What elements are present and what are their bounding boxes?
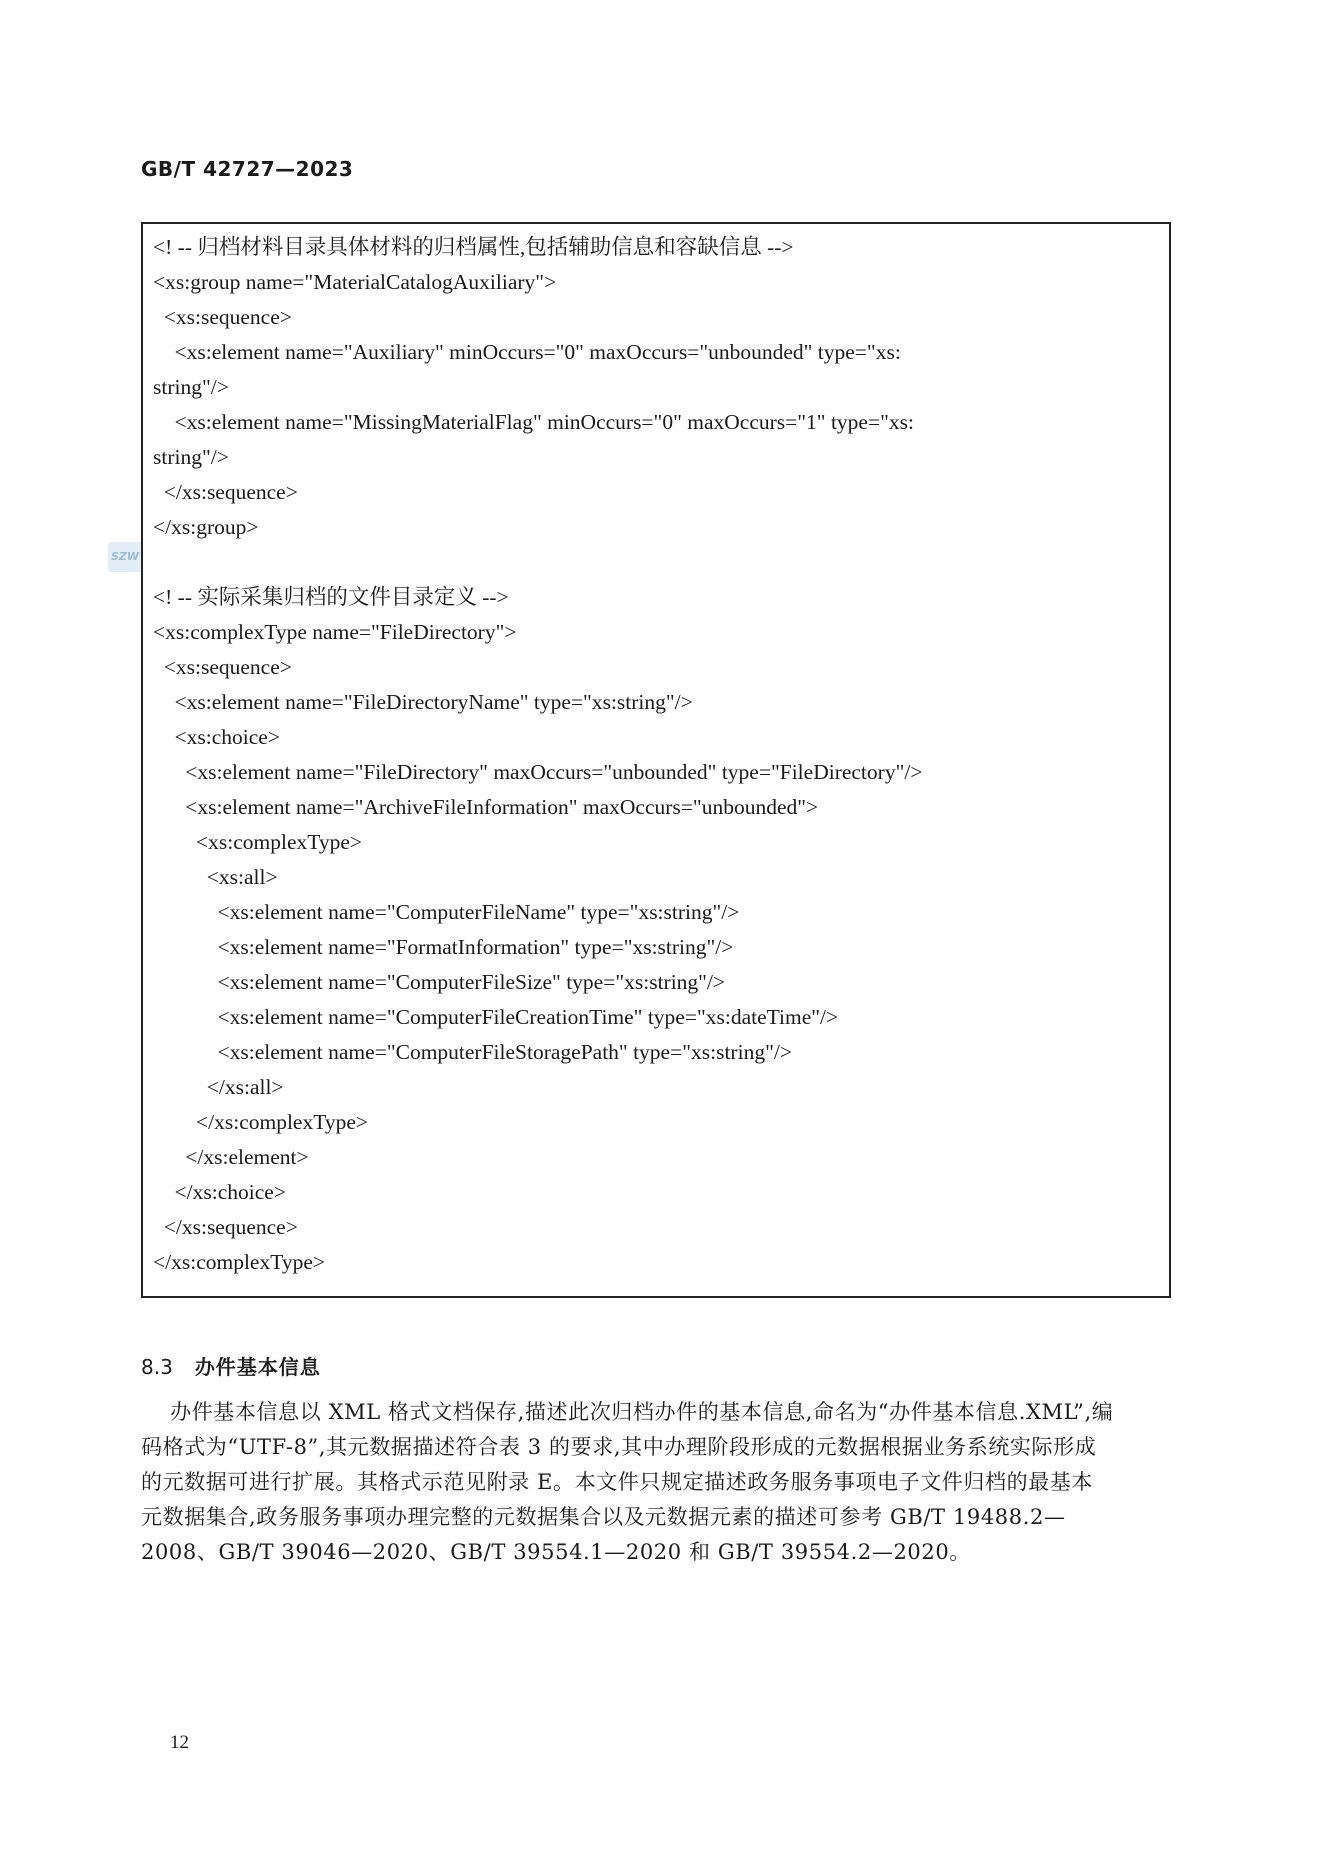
code-line: <xs:element name="Auxiliary" minOccurs="0" maxOccurs="unbounded" type="xs: (153, 340, 901, 364)
section-number: 8.3 (141, 1355, 173, 1379)
code-line: string"/> (153, 445, 229, 469)
xml-code-block (141, 222, 1171, 1298)
paragraph-line: 的元数据可进行扩展。其格式示范见附录 E。本文件只规定描述政务服务事项电子文件归档的最基本 (141, 1470, 1094, 1494)
code-line: <xs:element name="ComputerFileSize" type="xs:string"/> (153, 970, 726, 994)
paragraph-line: 元数据集合,政务服务事项办理完整的元数据集合以及元数据元素的描述可参考 GB/T 19488.2— (141, 1505, 1066, 1529)
paragraph-line: 2008、GB/T 39046—2020、GB/T 39554.1—2020 和 GB/T 39554.2—2020。 (141, 1540, 971, 1564)
section-title: 办件基本信息 (194, 1355, 321, 1379)
code-line: string"/> (153, 375, 229, 399)
code-line: </xs:sequence> (153, 1215, 298, 1239)
code-line: <! -- 实际采集归档的文件目录定义 --> (153, 585, 509, 609)
code-line: <xs:complexType name="FileDirectory"> (153, 620, 517, 644)
code-line: <xs:element name="MissingMaterialFlag" minOccurs="0" maxOccurs="1" type="xs: (153, 410, 914, 434)
watermark-logo: SZW (108, 542, 142, 572)
page-number: 12 (170, 1732, 189, 1753)
code-line: <xs:element name="FileDirectoryName" type="xs:string"/> (153, 690, 693, 714)
code-line: <xs:element name="FormatInformation" type="xs:string"/> (153, 935, 734, 959)
standard-number: GB/T 42727—2023 (141, 157, 354, 181)
paragraph-line: 码格式为“UTF-8”,其元数据描述符合表 3 的要求,其中办理阶段形成的元数据根据业务系统实际形成 (141, 1435, 1097, 1459)
code-line: </xs:group> (153, 515, 259, 539)
code-line: <xs:sequence> (153, 305, 292, 329)
code-line: <xs:element name="ArchiveFileInformation" maxOccurs="unbounded"> (153, 795, 819, 819)
code-line: <xs:element name="ComputerFileStoragePath" type="xs:string"/> (153, 1040, 792, 1064)
code-line: <xs:element name="ComputerFileName" type="xs:string"/> (153, 900, 740, 924)
code-line: </xs:choice> (153, 1180, 286, 1204)
code-line: </xs:sequence> (153, 480, 298, 504)
code-line: <xs:sequence> (153, 655, 292, 679)
code-line: </xs:complexType> (153, 1110, 369, 1134)
code-line: </xs:all> (153, 1075, 284, 1099)
section-heading (141, 1351, 321, 1380)
code-line: <xs:complexType> (153, 830, 363, 854)
paragraph-line: 办件基本信息以 XML 格式文档保存,描述此次归档办件的基本信息,命名为“办件基本信息.XML”,编 (141, 1400, 1114, 1424)
code-line: <xs:choice> (153, 725, 280, 749)
code-line: </xs:complexType> (153, 1250, 326, 1274)
code-line: <xs:all> (153, 865, 278, 889)
code-line: <xs:group name="MaterialCatalogAuxiliary"> (153, 270, 557, 294)
code-line: <xs:element name="ComputerFileCreationTime" type="xs:dateTime"/> (153, 1005, 839, 1029)
code-line: <! -- 归档材料目录具体材料的归档属性,包括辅助信息和容缺信息 --> (153, 235, 794, 259)
code-line: </xs:element> (153, 1145, 309, 1169)
code-line: <xs:element name="FileDirectory" maxOccurs="unbounded" type="FileDirectory"/> (153, 760, 923, 784)
